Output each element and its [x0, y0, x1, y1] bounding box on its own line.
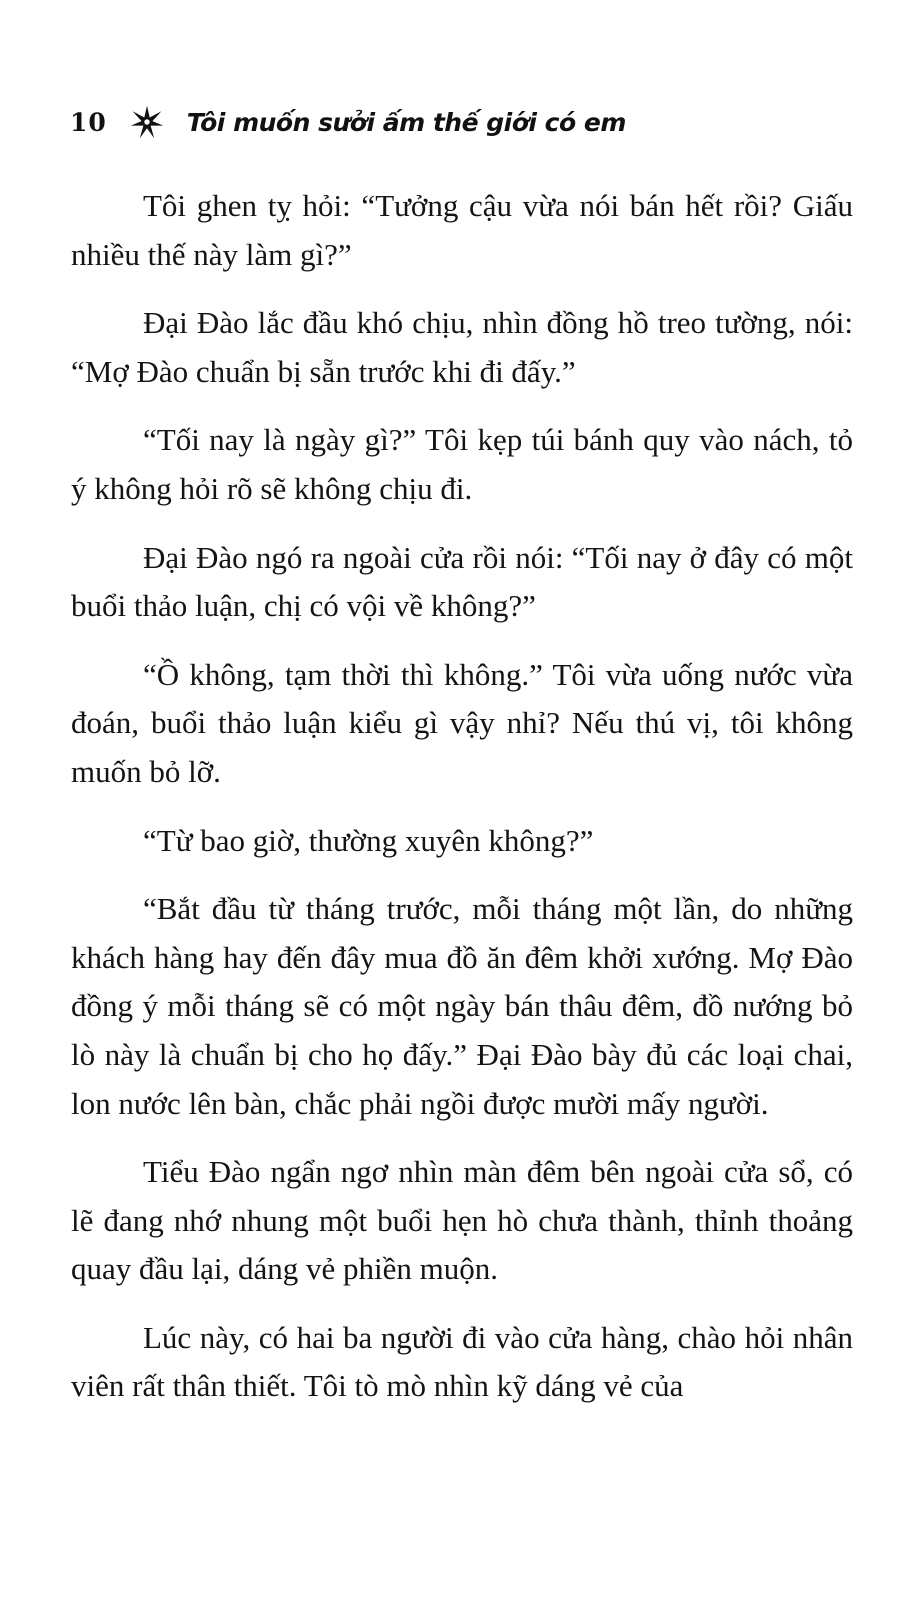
paragraph: “Bắt đầu từ tháng trước, mỗi tháng một lần, do những khách hàng hay đến đây mua đồ ăn đêm khởi xướng. Mợ Đào đồng ý mỗi tháng sẽ có một ngày bán thâu đêm, đồ nướng bỏ lò này là chuẩn bị cho họ đấy.” Đại Đào bày đủ các loại chai, lon nước lên bàn, chắc phải ngồi được mười mấy người.: [71, 891, 853, 1121]
star-flower-icon: [129, 104, 165, 140]
chapter-body: [71, 182, 853, 1411]
paragraph: “Từ bao giờ, thường xuyên không?”: [143, 822, 594, 858]
paragraph: Tiểu Đào ngẩn ngơ nhìn màn đêm bên ngoài cửa sổ, có lẽ đang nhớ nhung một buổi hẹn hò chưa thành, thỉnh thoảng quay đầu lại, dáng vẻ phiền muộn.: [71, 1154, 853, 1287]
page-header: [70, 100, 626, 144]
paragraph: “Tối nay là ngày gì?” Tôi kẹp túi bánh quy vào nách, tỏ ý không hỏi rõ sẽ không chịu đi.: [71, 422, 853, 506]
paragraph: Tôi ghen tỵ hỏi: “Tưởng cậu vừa nói bán hết rồi? Giấu nhiều thế này làm gì?”: [71, 188, 853, 272]
paragraph: Đại Đào lắc đầu khó chịu, nhìn đồng hồ treo tường, nói: “Mợ Đào chuẩn bị sẵn trước khi đi đấy.”: [71, 305, 853, 389]
paragraph: Đại Đào ngó ra ngoài cửa rồi nói: “Tối nay ở đây có một buổi thảo luận, chị có vội về không?”: [71, 539, 853, 624]
paragraph: Lúc này, có hai ba người đi vào cửa hàng, chào hỏi nhân viên rất thân thiết. Tôi tò mò nhìn kỹ dáng vẻ của: [71, 1319, 853, 1404]
paragraph: “Ồ không, tạm thời thì không.” Tôi vừa uống nước vừa đoán, buổi thảo luận kiểu gì vậy nhỉ? Nếu thú vị, tôi không muốn bỏ lỡ.: [71, 656, 853, 789]
page-number: 10: [70, 107, 107, 137]
running-title: Tôi muốn sưởi ấm thế giới có em: [186, 107, 626, 137]
